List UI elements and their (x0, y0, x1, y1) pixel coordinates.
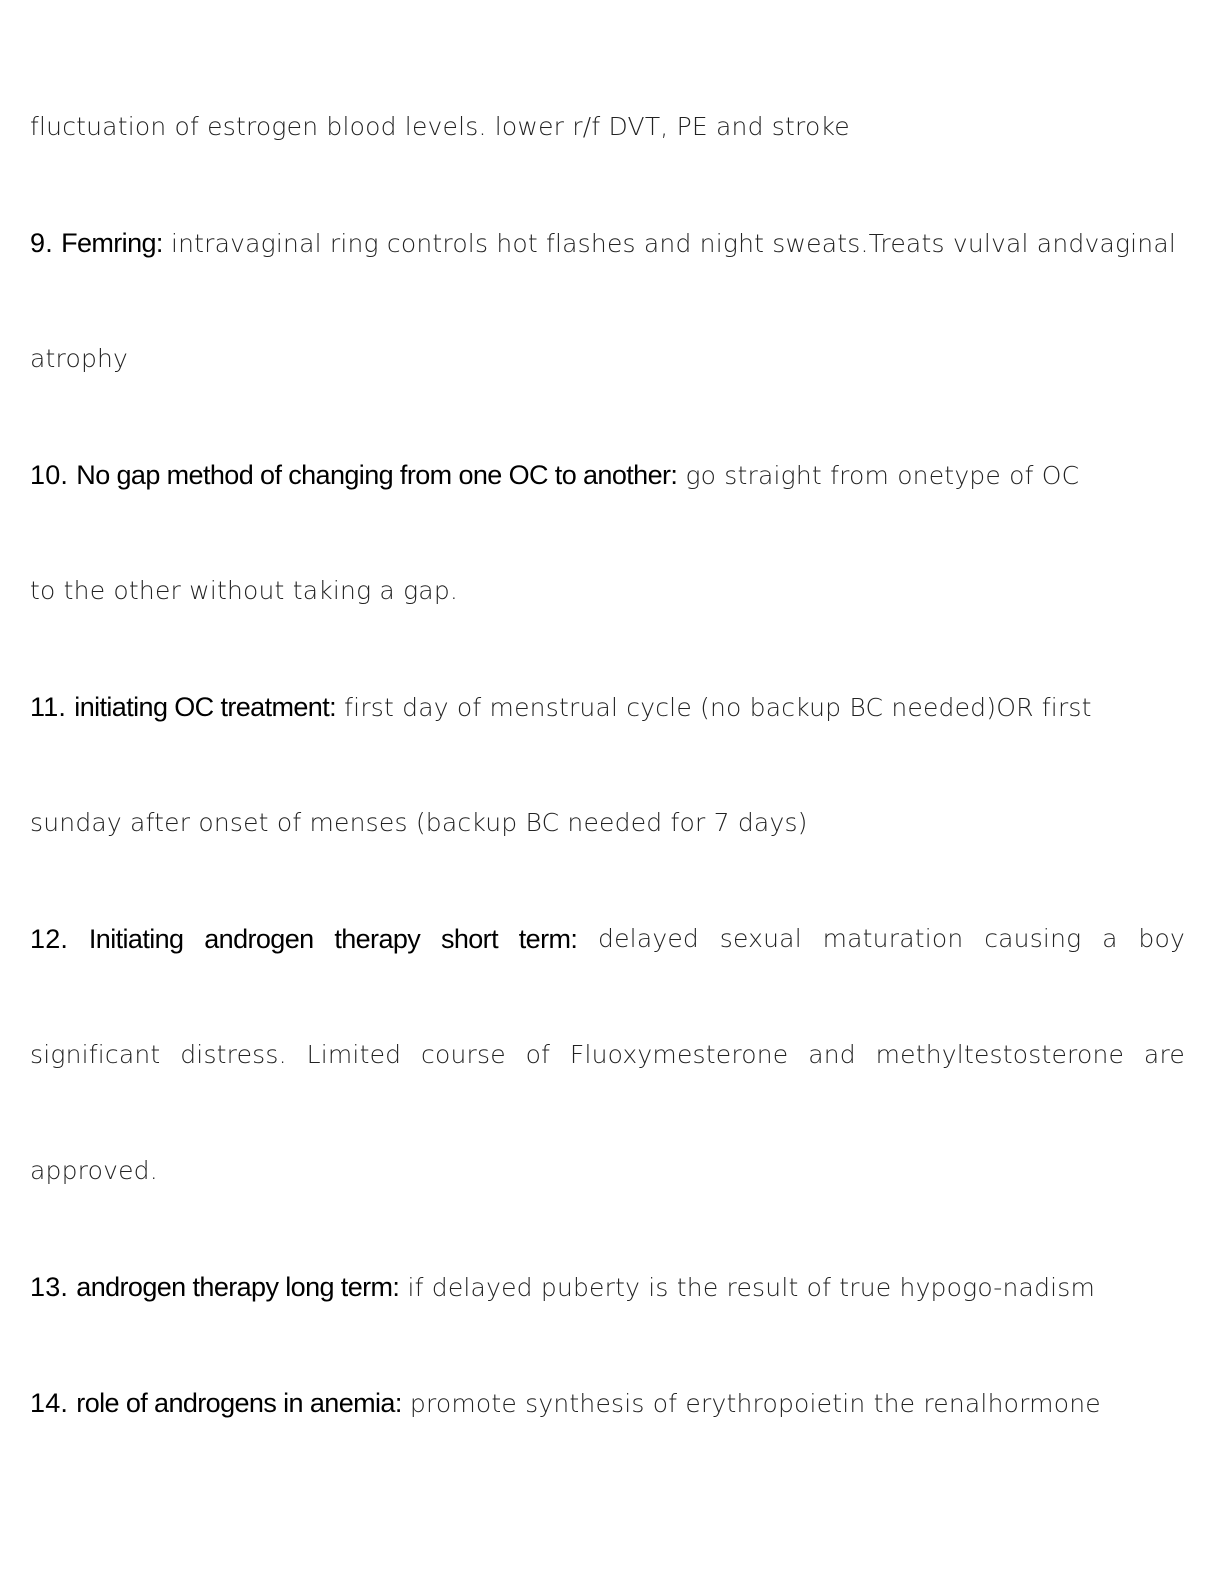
body-text: atrophy (30, 344, 129, 373)
item-number: 13. (30, 1272, 69, 1302)
item-term: role of androgens in anemia: (76, 1388, 402, 1418)
text-line-5 (30, 574, 1185, 608)
body-word: Fluoxymesterone (569, 1040, 789, 1069)
item-number: 14. (30, 1388, 69, 1418)
item-term: No gap method of changing from one OC to another: (76, 460, 678, 490)
item-number: 12. (30, 924, 69, 954)
item-term: androgen therapy long term: (76, 1272, 400, 1302)
item-term-word: short (440, 924, 498, 954)
list-item-9 (30, 226, 1185, 261)
body-word: Limited (306, 1040, 402, 1069)
body-text: if delayed puberty is the result of true hypogo-nadism (407, 1273, 1096, 1302)
body-word: and (808, 1040, 856, 1069)
text-line-3 (30, 342, 1185, 376)
body-text: fluctuation of estrogen blood levels. lower r/f DVT, PE and stroke (30, 112, 850, 141)
item-term: initiating OC treatment: (74, 692, 337, 722)
text-line-9 (30, 1038, 1185, 1072)
body-word: significant (30, 1040, 161, 1069)
body-text: sunday after onset of menses (backup BC needed for 7 days) (30, 808, 808, 837)
item-term-word: Initiating (88, 924, 184, 954)
body-text: promote synthesis of erythropoietin the renalhormone (409, 1389, 1101, 1418)
body-word: of (525, 1040, 551, 1069)
body-word: maturation (822, 924, 964, 953)
body-text: intravaginal ring controls hot flashes and night sweats.Treats vulval andvaginal (170, 229, 1177, 258)
text-line-1 (30, 110, 1185, 144)
body-word: delayed (598, 924, 699, 953)
list-item-12 (30, 922, 1185, 956)
body-word: course (421, 1040, 506, 1069)
body-word: distress. (180, 1040, 287, 1069)
body-text: first day of menstrual cycle (no backup BC needed)OR first (344, 693, 1092, 722)
body-text: go straight from onetype of OC (685, 461, 1080, 490)
item-term-word: term: (518, 924, 578, 954)
item-number: 11. (30, 692, 67, 722)
body-word: a (1102, 924, 1118, 953)
body-text: to the other without taking a gap. (30, 576, 459, 605)
list-item-10 (30, 458, 1185, 493)
item-number: 10. (30, 460, 69, 490)
text-line-7 (30, 806, 1185, 840)
list-item-11 (30, 690, 1185, 725)
item-term-word: androgen (204, 924, 314, 954)
item-term-word: therapy (334, 924, 421, 954)
body-word: methyltestosterone (875, 1040, 1125, 1069)
body-word: are (1143, 1040, 1185, 1069)
item-term: Femring: (61, 228, 163, 258)
body-word: causing (984, 924, 1082, 953)
list-item-13 (30, 1270, 1185, 1305)
text-line-10 (30, 1154, 1185, 1188)
body-word: sexual (719, 924, 802, 953)
body-word: boy (1138, 924, 1185, 953)
item-number: 9. (30, 228, 53, 258)
body-text: approved. (30, 1156, 158, 1185)
list-item-14 (30, 1386, 1185, 1421)
